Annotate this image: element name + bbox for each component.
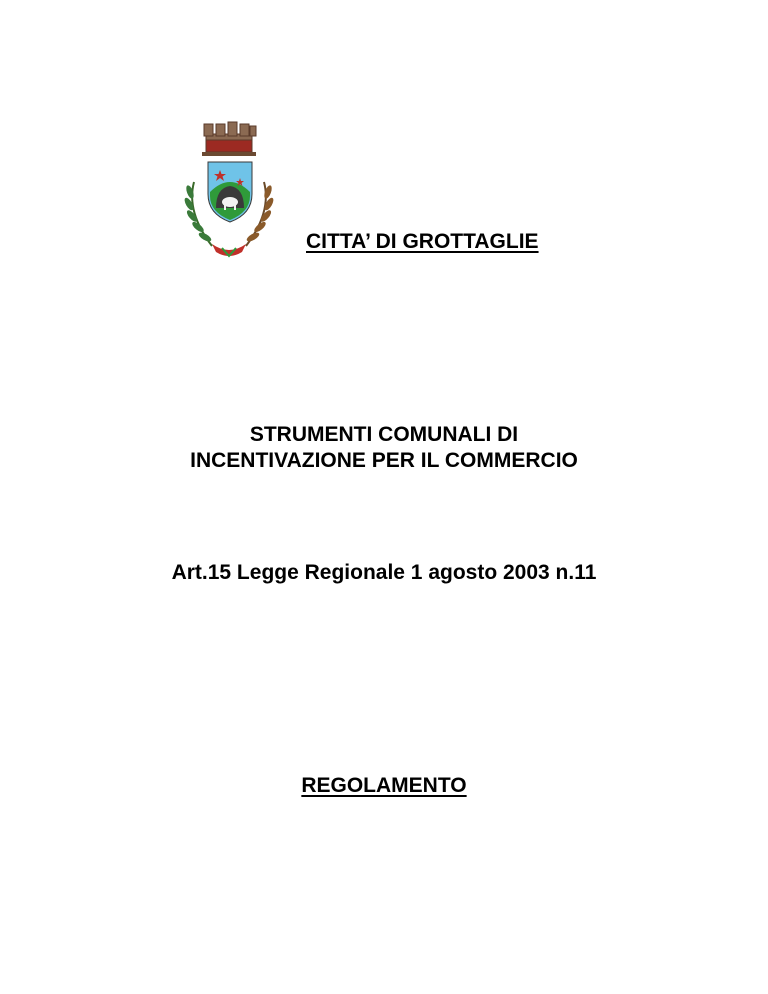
- document-title: [0, 422, 768, 474]
- ribbon-icon: [212, 244, 246, 256]
- legal-reference: Art.15 Legge Regionale 1 agosto 2003 n.11: [171, 561, 597, 584]
- document-title-line-1: STRUMENTI COMUNALI DI: [249, 423, 519, 446]
- coat-of-arms-icon: [172, 112, 284, 260]
- document-title-line-2: INCENTIVAZIONE PER IL COMMERCIO: [190, 449, 578, 472]
- document-type: REGOLAMENTO: [301, 774, 467, 797]
- shield-icon: [208, 162, 252, 222]
- city-title: CITTA’ DI GROTTAGLIE: [306, 230, 539, 253]
- crown-icon: [202, 122, 256, 156]
